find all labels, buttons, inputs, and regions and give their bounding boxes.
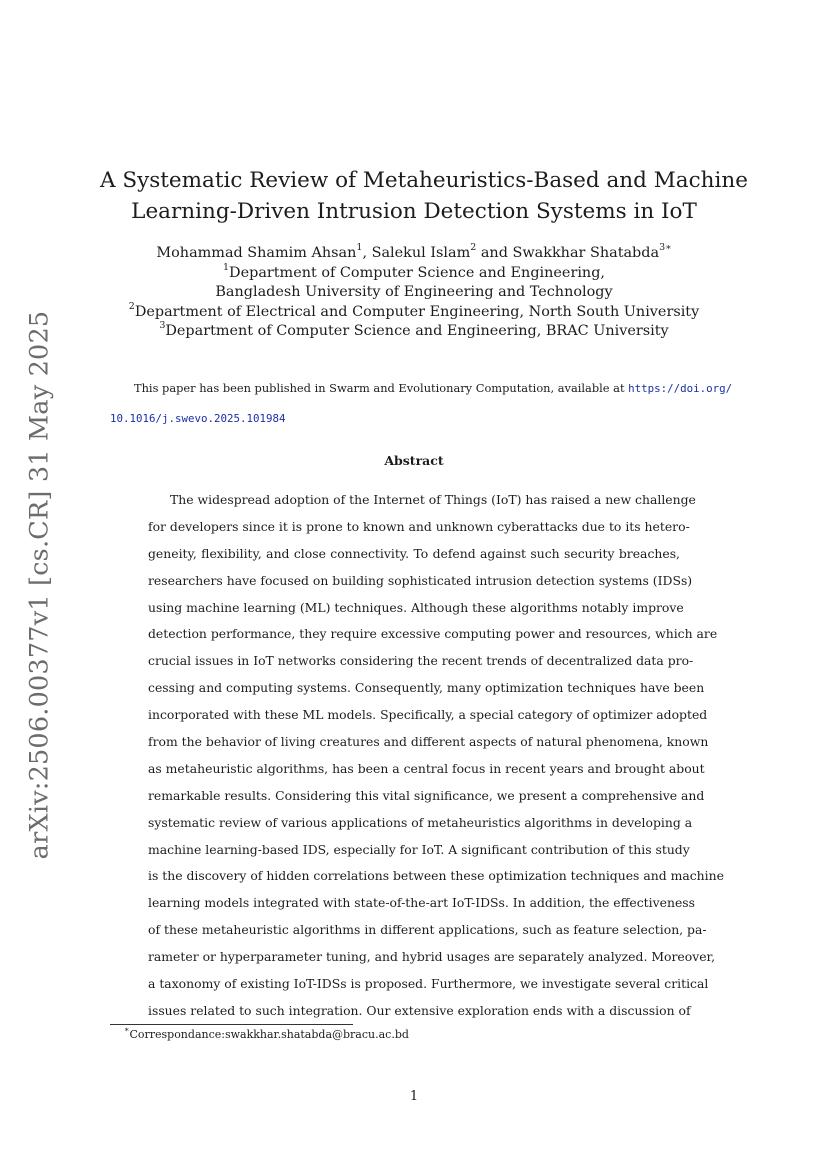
abstract-line: systematic review of various applications of metaheuristics algorithms in developing a (148, 814, 693, 830)
abstract-line: detection performance, they require excessive computing power and resources, which are (148, 626, 718, 642)
affiliation-1 (60, 261, 768, 284)
affiliation-2 (60, 300, 768, 323)
affiliation-3 (60, 322, 768, 342)
abstract-line: incorporated with these ML models. Specifically, a special category of optimizer adopted (148, 707, 708, 723)
abstract-line: rameter or hyperparameter tuning, and hybrid usages are separately analyzed. Moreover, (148, 949, 716, 965)
authors-and-affiliations (60, 244, 768, 342)
author-separator-1: , (362, 245, 372, 261)
abstract-line: is the discovery of hidden correlations between these optimization techniques and machine (148, 868, 724, 884)
abstract-line: The widespread adoption of the Internet of Things (IoT) has raised a new challenge (170, 492, 696, 507)
abstract-line: crucial issues in IoT networks considering the recent trends of decentralized data pro- (148, 653, 694, 669)
arxiv-identifier-text: arXiv:2506.00377v1 [cs.CR] 31 May 2025 (24, 310, 54, 860)
affiliation-1-line-2: Bangladesh University of Engineering and Technology (215, 284, 613, 300)
doi-link-part-1[interactable]: https://doi.org/ (628, 382, 733, 395)
affiliation-3-text: Department of Computer Science and Engineering, BRAC University (165, 323, 669, 339)
title-line-1: A Systematic Review of Metaheuristics-Based and Machine (100, 168, 748, 193)
author-list (60, 244, 768, 264)
abstract-line: from the behavior of living creatures and different aspects of natural phenomena, known (148, 734, 709, 750)
affiliation-1-mark: 1 (223, 261, 230, 273)
abstract-line: learning models integrated with state-of-the-art IoT-IDSs. In addition, the effectiveness (148, 895, 695, 911)
footnote (124, 1025, 409, 1042)
abstract-line: cessing and computing systems. Consequently, many optimization techniques have been (148, 680, 705, 696)
paper-title (100, 165, 748, 227)
abstract-line: a taxonomy of existing IoT-IDSs is proposed. Furthermore, we investigate several critical (148, 976, 709, 992)
publication-note-text: This paper has been published in Swarm and Evolutionary Computation, available at (134, 381, 629, 395)
footnote-mark: ∗ (124, 1025, 130, 1035)
abstract-line: issues related to such integration. Our extensive exploration ends with a discussion of (148, 1002, 691, 1018)
affiliation-3-mark: 3 (159, 320, 166, 332)
arxiv-identifier-stamp (19, 310, 59, 860)
abstract-line: geneity, flexibility, and close connectivity. To defend against such security breaches, (148, 545, 680, 561)
author-separator-2: and (476, 245, 513, 261)
publication-note (134, 381, 732, 396)
abstract-heading: Abstract (384, 453, 444, 468)
footnote-text: Correspondance:swakkhar.shatabda@bracu.ac.bd (129, 1028, 409, 1041)
author-3: Swakkhar Shatabda (512, 245, 660, 261)
abstract-line: machine learning-based IDS, especially for IoT. A significant contribution of this study (148, 841, 690, 857)
abstract-line: for developers since it is prone to known and unknown cyberattacks due to its hetero- (148, 518, 690, 534)
page-number: 1 (409, 1089, 419, 1104)
affiliation-1-line-1: Department of Computer Science and Engineering, (229, 264, 605, 281)
abstract-line: using machine learning (ML) techniques. Although these algorithms notably improve (148, 599, 684, 615)
author-2-mark: 2 (470, 242, 477, 254)
author-3-mark: 3∗ (659, 242, 672, 254)
author-2: Salekul Islam (371, 245, 471, 261)
title-line-2: Learning-Driven Intrusion Detection Systems in IoT (131, 199, 697, 224)
doi-link-part-2[interactable]: 10.1016/j.swevo.2025.101984 (110, 412, 286, 425)
footnote-divider (110, 1024, 353, 1025)
abstract-line: as metaheuristic algorithms, has been a central focus in recent years and brought about (148, 760, 705, 776)
abstract-line: remarkable results. Considering this vital significance, we present a comprehensive and (148, 787, 705, 803)
author-1-mark: 1 (356, 242, 363, 254)
abstract-body (148, 487, 724, 1025)
abstract-line: of these metaheuristic algorithms in different applications, such as feature selection, pa- (148, 922, 707, 938)
affiliation-2-text: Department of Electrical and Computer Engineering, North South University (134, 303, 700, 320)
abstract-line: researchers have focused on building sophisticated intrusion detection systems (IDSs) (148, 572, 693, 588)
author-1: Mohammad Shamim Ahsan (156, 245, 357, 261)
affiliation-2-mark: 2 (128, 300, 135, 312)
